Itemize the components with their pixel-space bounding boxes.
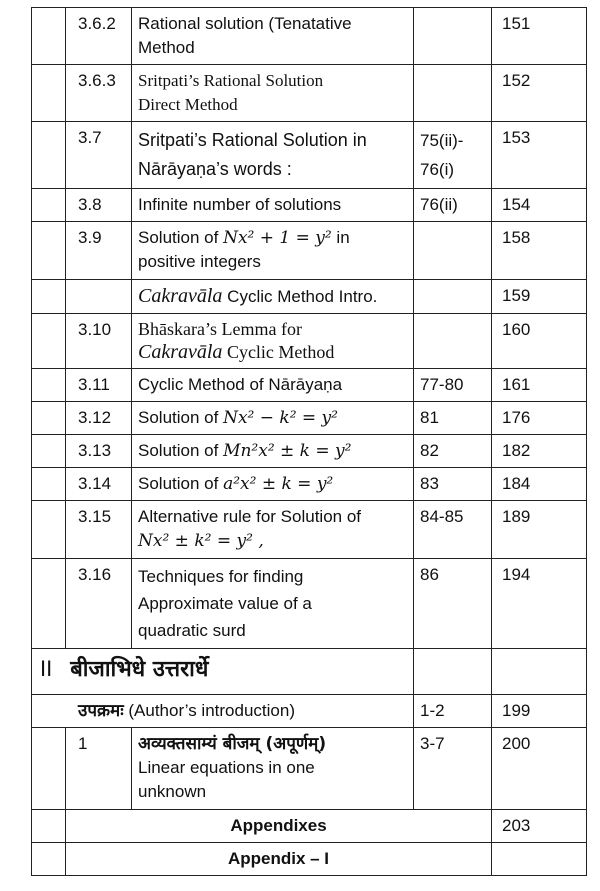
title-line: Approximate value of a [138,594,312,613]
margin-cell [32,369,66,402]
verse-ref: 84-85 [414,501,492,559]
margin-cell [32,468,66,501]
margin-cell [32,314,66,369]
page-number: 158 [492,222,587,280]
title-line [138,226,407,250]
margin-cell [32,810,66,843]
page-number: 194 [492,559,587,649]
page-number: 159 [492,280,587,314]
verse-ref [414,65,492,122]
title-line: quadratic surd [138,621,246,640]
page-number: 152 [492,65,587,122]
contents-table [31,7,587,876]
table-row [32,843,587,876]
title-text: Solution of [138,441,224,460]
section-number: 3.7 [66,122,132,189]
section-number: 3.12 [66,402,132,435]
table-row [32,468,587,501]
verse-line: 76(i) [420,160,455,179]
verse-ref [414,8,492,65]
section-title [132,728,414,810]
verse-ref: 81 [414,402,492,435]
title-line [138,341,407,364]
title-text: Cyclic Method [222,342,335,362]
verse-ref: 1-2 [414,695,492,728]
section-title: Infinite number of solutions [132,189,414,222]
margin-cell [32,65,66,122]
equation: Mn²x² ± k = y² [223,441,352,461]
title-line: positive integers [138,252,261,271]
verse-line: 75(ii)- [420,131,464,150]
table-row [32,559,587,649]
section-roman: II [40,656,53,681]
margin-cell [32,402,66,435]
margin-cell [32,8,66,65]
page-number: 184 [492,468,587,501]
appendix-label: Appendix – I [66,843,492,876]
table-row [32,222,587,280]
section-number: 3.16 [66,559,132,649]
verse-ref: 86 [414,559,492,649]
page-number: 200 [492,728,587,810]
margin-cell [32,189,66,222]
verse-ref [414,649,492,695]
section-number: 3.9 [66,222,132,280]
margin-cell [32,122,66,189]
section-title [132,65,414,122]
section-title [132,501,414,559]
title-italic: Cakravāla [138,341,223,363]
title-text: Cyclic Method Intro. [222,287,378,306]
title-text: Solution of [138,474,224,493]
section-number: 3.13 [66,435,132,468]
section-title [132,435,414,468]
section-number [66,280,132,314]
table-row [32,189,587,222]
section-title [132,122,414,189]
section-title-deva: बीजाभिधे उत्तरार्धे [70,657,209,682]
section-title [132,559,414,649]
page-number [492,843,587,876]
section-number: 3.6.3 [66,65,132,122]
section-title [32,695,414,728]
page-number: 182 [492,435,587,468]
margin-cell [32,501,66,559]
section-number: 3.14 [66,468,132,501]
verse-ref [414,222,492,280]
table-row [32,402,587,435]
title-line: Sritpati’s Rational Solution [138,71,324,90]
section-title [132,8,414,65]
margin-cell [32,843,66,876]
section-title: Cyclic Method of Nārāyaṇa [132,369,414,402]
page-number [492,649,587,695]
verse-ref: 77-80 [414,369,492,402]
title-text: Solution of [138,408,224,427]
verse-ref: 3-7 [414,728,492,810]
section-number: 3.6.2 [66,8,132,65]
table-row [32,810,587,843]
verse-ref [414,122,492,189]
page-number: 176 [492,402,587,435]
title-line: Rational solution (Tenatative [138,14,352,33]
appendixes-label: Appendixes [66,810,492,843]
margin-cell [32,728,66,810]
equation: Nx² + 1 = y² [223,228,332,248]
section-title [132,222,414,280]
table-row [32,501,587,559]
title-deva: अव्यक्तसाम्यं बीजम् (अपूर्णम्) [138,734,327,754]
table-row [32,65,587,122]
section-number: 3.10 [66,314,132,369]
section-title [132,402,414,435]
margin-cell [32,280,66,314]
title-line: Method [138,38,195,57]
section-heading [32,649,414,695]
equation: a²x² ± k = y² [223,474,334,494]
table-row [32,314,587,369]
title-line: Bhāskara’s Lemma for [138,319,302,339]
section-heading-row [32,649,587,695]
intro-label-deva: उपक्रमः [78,701,124,721]
page-number: 160 [492,314,587,369]
title-line: Nārāyaṇa’s words : [138,159,292,179]
title-line: Direct Method [138,95,238,114]
page-number: 153 [492,122,587,189]
section-number: 3.8 [66,189,132,222]
title-italic: Cakravāla [138,285,223,307]
intro-label-en: (Author’s introduction) [123,701,295,720]
title-text: Solution of [138,228,224,247]
table-row [32,435,587,468]
equation: Nx² − k² = y² [223,408,338,428]
page-number: 199 [492,695,587,728]
verse-ref [414,314,492,369]
page-number: 154 [492,189,587,222]
page-number: 203 [492,810,587,843]
page-number: 189 [492,501,587,559]
section-title [132,468,414,501]
verse-ref [414,280,492,314]
section-number: 3.11 [66,369,132,402]
table-row [32,369,587,402]
margin-cell [32,435,66,468]
table-row [32,728,587,810]
table-row [32,122,587,189]
table-row [32,280,587,314]
title-line: Techniques for finding [138,567,304,586]
margin-cell [32,222,66,280]
title-line: Linear equations in one [138,758,315,777]
page-number: 161 [492,369,587,402]
margin-cell [32,559,66,649]
page-number: 151 [492,8,587,65]
table-row [32,695,587,728]
title-line: unknown [138,782,207,801]
verse-ref: 76(ii) [414,189,492,222]
table-row [32,8,587,65]
section-title [132,280,414,314]
section-title [132,314,414,369]
title-text: in [331,228,350,247]
equation: Nx² ± k² = y² , [138,531,264,551]
title-line: Sritpati’s Rational Solution in [138,130,367,150]
section-number: 1 [66,728,132,810]
verse-ref: 83 [414,468,492,501]
section-number: 3.15 [66,501,132,559]
title-line: Alternative rule for Solution of [138,507,362,526]
verse-ref: 82 [414,435,492,468]
